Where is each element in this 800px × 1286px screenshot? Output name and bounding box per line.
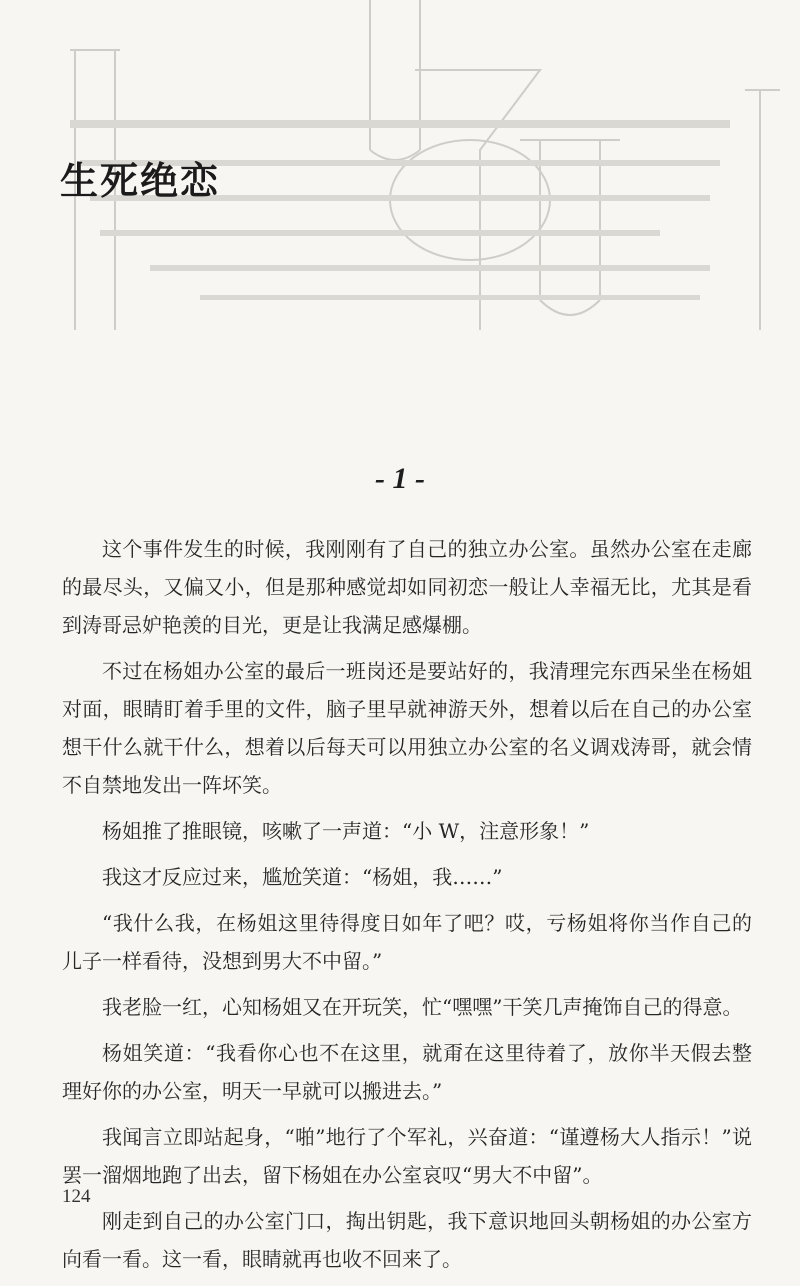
paragraph: 我闻言立即站起身，“啪”地行了个军礼，兴奋道：“谨遵杨大人指示！”说罢一溜烟地跑了出去，留下杨姐在办公室哀叹“男大不中留”。: [62, 1125, 752, 1187]
paragraph: 刚走到自己的办公室门口，掏出钥匙，我下意识地回头朝杨姐的办公室方向看一看。这一看，眼睛就再也收不回来了。: [62, 1209, 752, 1271]
chapter-title: 生死绝恋: [60, 159, 221, 203]
paragraph: 我这才反应过来，尴尬笑道：“杨姐，我……”: [102, 865, 503, 889]
body-text: [62, 530, 752, 1286]
page-number: 124: [62, 1186, 91, 1207]
paragraph: 这个事件发生的时候，我刚刚有了自己的独立办公室。虽然办公室在走廊的最尽头，又偏又小，但是那种感觉却如同初恋一般让人幸福无比，尤其是看到涛哥忌妒艳羡的目光，更是让我满足感爆棚。: [62, 537, 752, 637]
section-marker: - 1 -: [375, 462, 425, 495]
paragraph: 杨姐推了推眼镜，咳嗽了一声道：“小 W，注意形象！”: [102, 819, 590, 843]
paragraph: 我老脸一红，心知杨姐又在开玩笑，忙“嘿嘿”干笑几声掩饰自己的得意。: [102, 995, 743, 1019]
paragraph: “我什么我，在杨姐这里待得度日如年了吧？哎，亏杨姐将你当作自己的儿子一样看待，没想到男大不中留。”: [62, 911, 752, 973]
paragraph: 杨姐笑道：“我看你心也不在这里，就甭在这里待着了，放你半天假去整理好你的办公室，明天一早就可以搬进去。”: [62, 1041, 752, 1103]
paragraph: 不过在杨姐办公室的最后一班岗还是要站好的，我清理完东西呆坐在杨姐对面，眼睛盯着手里的文件，脑子里早就神游天外，想着以后在自己的办公室想干什么就干什么，想着以后每天可以用独立办公室的名义调戏涛哥，就会情不自禁地发出一阵坏笑。: [62, 659, 752, 797]
